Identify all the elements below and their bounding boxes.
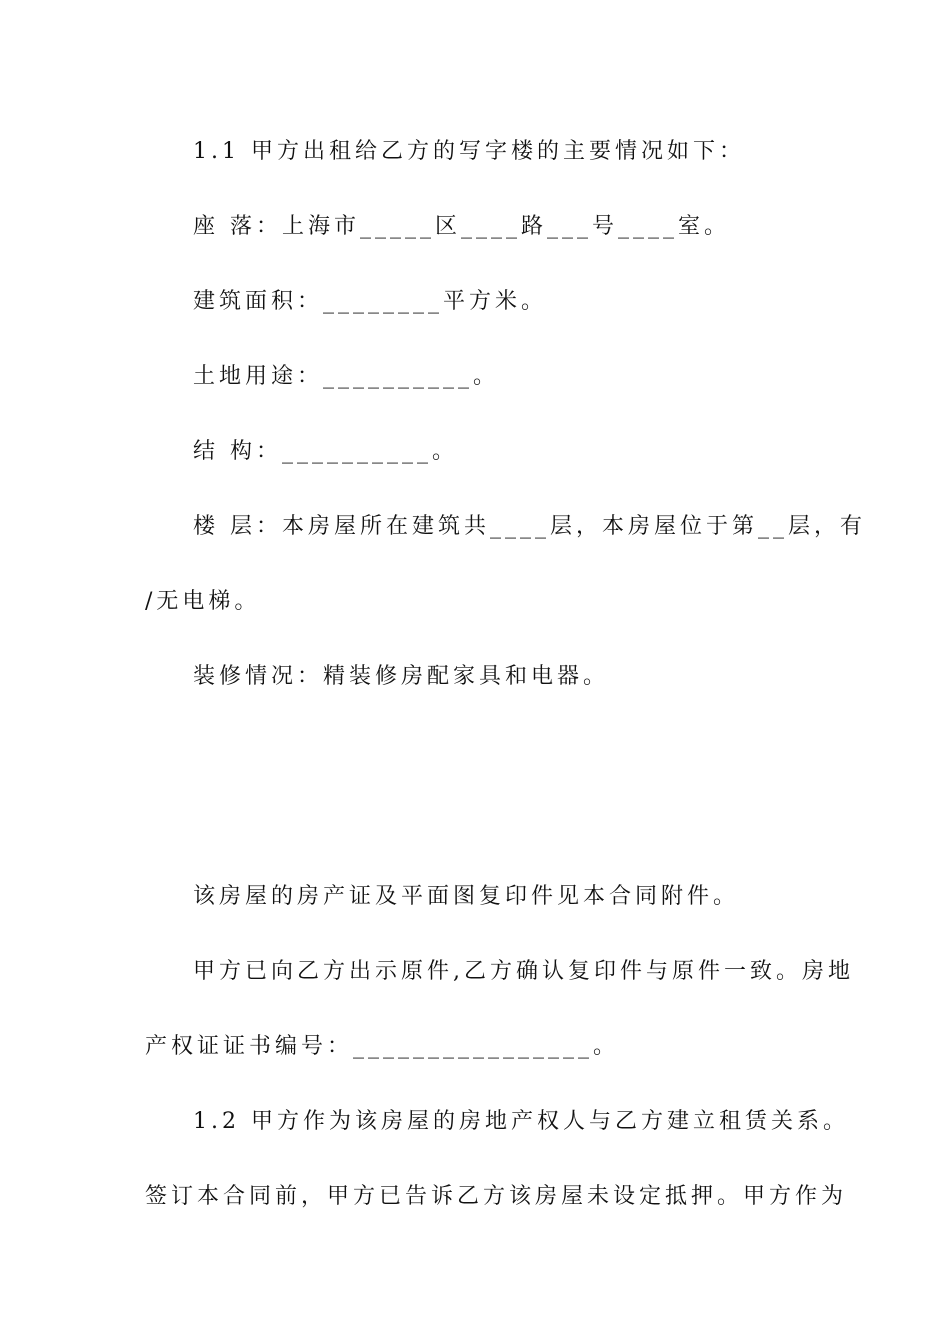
clause-1-2-line: 1.2 甲方作为该房屋的房地产权人与乙方建立租赁关系。 <box>193 1109 849 1134</box>
certificate-attachment-line: 该房屋的房产证及平面图复印件见本合同附件。 <box>193 884 740 909</box>
location-line: 座 落：上海市_____区____路___号____室。 <box>193 214 730 239</box>
elevator-line: /无电梯。 <box>145 589 261 614</box>
structure-line: 结 构：__________。 <box>193 439 458 464</box>
building-area-line: 建筑面积：________平方米。 <box>193 289 548 314</box>
decoration-line: 装修情况：精装修房配家具和电器。 <box>193 664 610 689</box>
land-use-line: 土地用途：__________。 <box>193 364 500 389</box>
clause-1-1-heading: 1.1 甲方出租给乙方的写字楼的主要情况如下： <box>193 139 745 164</box>
floor-line: 楼 层：本房屋所在建筑共____层，本房屋位于第__层，有 <box>193 514 866 539</box>
mortgage-statement-line: 签订本合同前，甲方已告诉乙方该房屋未设定抵押。甲方作为 <box>145 1184 848 1209</box>
certificate-number-line: 产权证证书编号：________________。 <box>145 1034 620 1059</box>
original-confirmation-line: 甲方已向乙方出示原件,乙方确认复印件与原件一致。房地 <box>193 959 854 984</box>
